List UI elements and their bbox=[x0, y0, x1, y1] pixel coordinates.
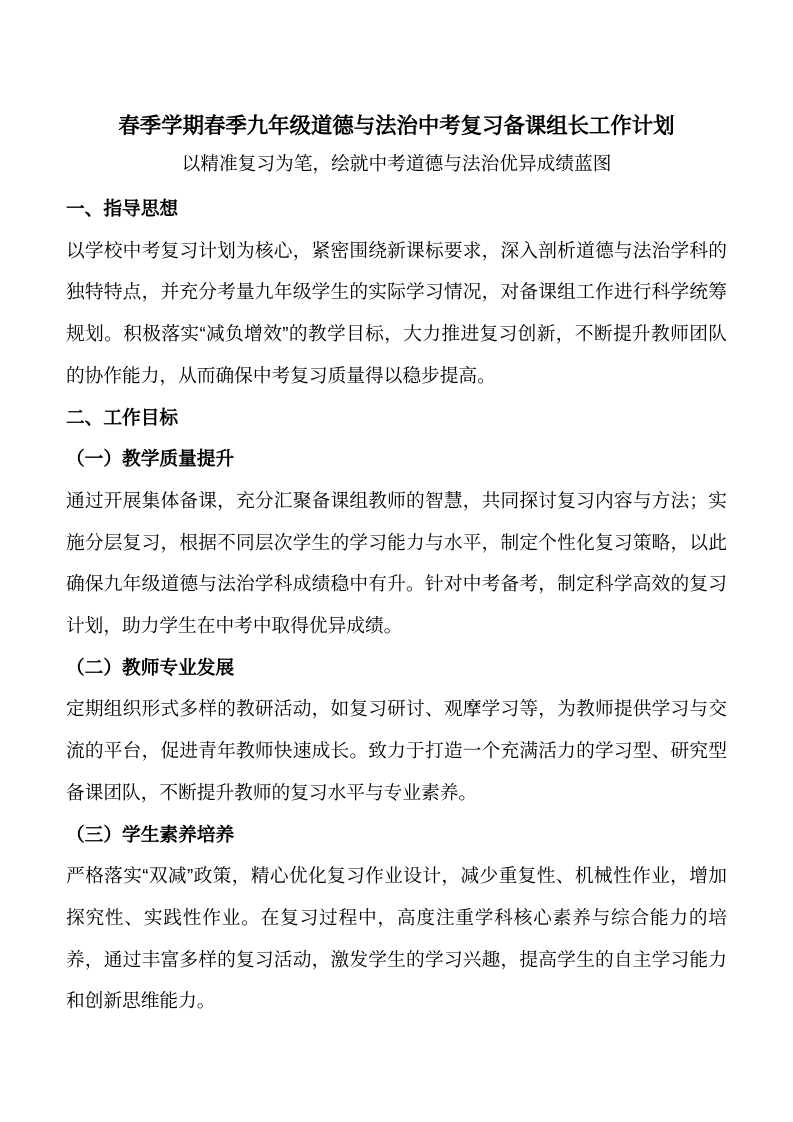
document-body bbox=[66, 188, 727, 1022]
document-subtitle: 以精准复习为笔，绘就中考道德与法治优异成绩蓝图 bbox=[181, 153, 612, 174]
paragraph: 通过开展集体备课，充分汇聚备课组教师的智慧，共同探讨复习内容与方法；实施分层复习，根据不同层次学生的学习能力与水平，制定个性化复习策略，以此确保九年级道德与法治学科成绩稳中有升。针对中考备考，制定科学高效的复习计划，助力学生在中考中取得优异成绩。 bbox=[66, 489, 727, 637]
paragraph: 以学校中考复习计划为核心，紧密围绕新课标要求，深入剖析道德与法治学科的独特特点，并充分考量九年级学生的实际学习情况，对备课组工作进行科学统筹规划。积极落实“减负增效”的教学目标，大力推进复习创新，不断提升教师团队的协作能力，从而确保中考复习质量得以稳步提高。 bbox=[66, 239, 727, 386]
section-heading: 二、工作目标 bbox=[66, 406, 179, 428]
section-heading: （二）教师专业发展 bbox=[66, 656, 235, 678]
document-title: 春季学期春季九年级道德与法治中考复习备课组长工作计划 bbox=[118, 114, 675, 138]
section-heading: （一）教学质量提升 bbox=[66, 448, 235, 470]
section-heading: （三）学生素养培养 bbox=[66, 823, 235, 845]
section-heading: 一、指导思想 bbox=[66, 198, 179, 219]
paragraph: 严格落实“双减”政策，精心优化复习作业设计，减少重复性、机械性作业，增加探究性、实践性作业。在复习过程中，高度注重学科核心素养与综合能力的培养，通过丰富多样的复习活动，激发学生的学习兴趣，提高学生的自主学习能力和创新思维能力。 bbox=[66, 865, 727, 1012]
paragraph: 定期组织形式多样的教研活动，如复习研讨、观摩学习等，为教师提供学习与交流的平台，促进青年教师快速成长。致力于打造一个充满活力的学习型、研究型备课团队，不断提升教师的复习水平与专业素养。 bbox=[66, 698, 727, 803]
